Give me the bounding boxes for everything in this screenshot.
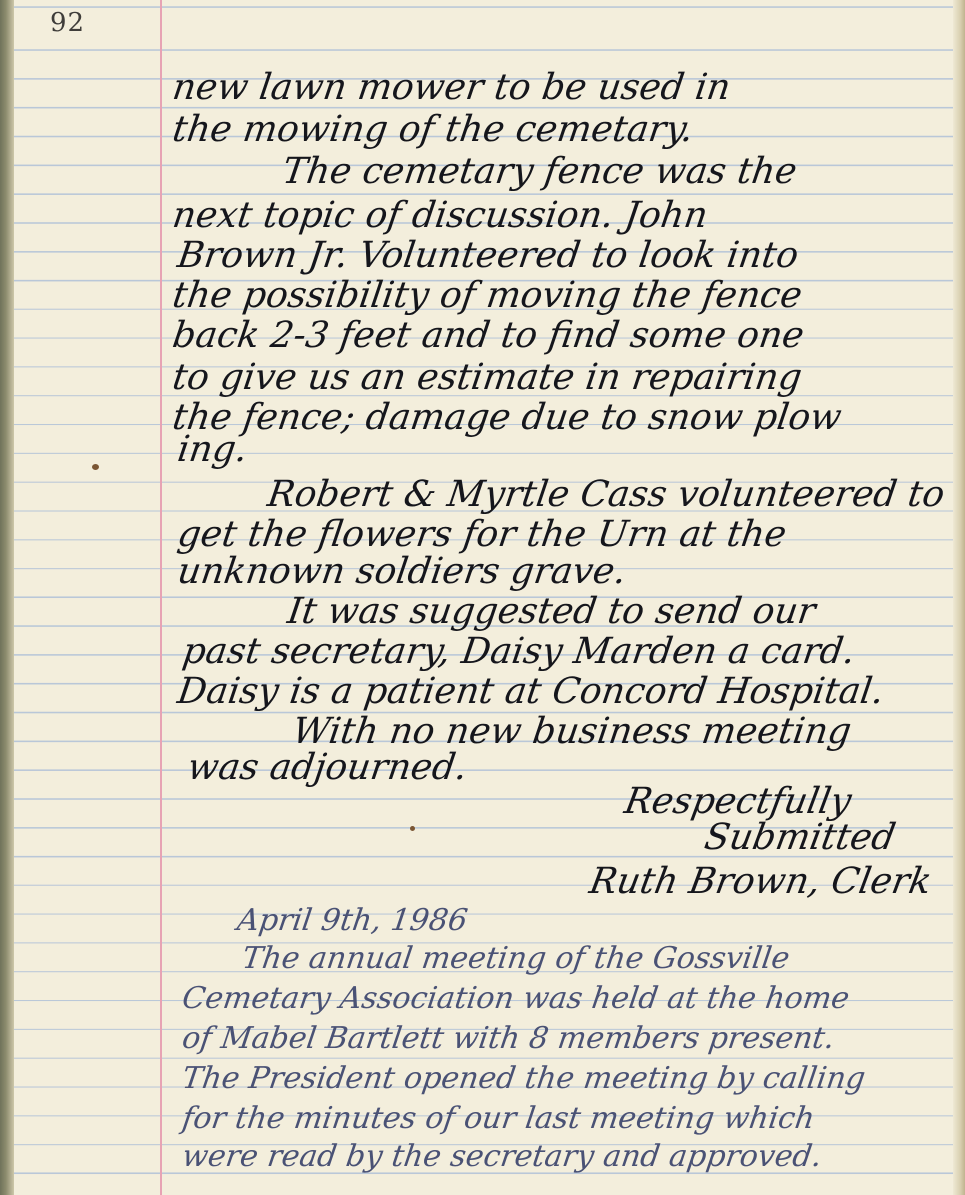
paper-speck: [410, 826, 415, 831]
page-binding: [0, 0, 14, 1195]
entry-1-line: the fence; damage due to snow plow: [170, 397, 845, 438]
signature-closing: Respectfully: [621, 781, 855, 822]
entry-2-line: were read by the secretary and approved.: [180, 1139, 824, 1174]
entry-1-line: unknown soldiers grave.: [175, 551, 629, 592]
entry-1-line: past secretary, Daisy Marden a card.: [180, 631, 858, 672]
page-number: 92: [50, 8, 86, 38]
margin-line: [160, 0, 162, 1195]
entry-2-line: The President opened the meeting by calling: [180, 1061, 868, 1096]
entry-1-line: Robert & Myrtle Cass volunteered to: [265, 474, 948, 515]
entry-2-line: Cemetary Association was held at the home: [180, 981, 852, 1016]
entry-1-line: the possibility of moving the fence: [170, 275, 805, 316]
entry-1-line: Daisy is a patient at Concord Hospital.: [175, 671, 887, 712]
entry-1-line: With no new business meeting: [290, 711, 854, 752]
entry-1-line: the mowing of the cemetary.: [170, 109, 696, 150]
paper-speck: [92, 464, 99, 470]
signature-closing: Submitted: [701, 817, 899, 858]
entry-1-line: The cemetary fence was the: [280, 151, 800, 192]
entry-1-line: get the flowers for the Urn at the: [175, 514, 789, 555]
entry-2-line: of Mabel Bartlett with 8 members present.: [180, 1021, 837, 1056]
entry-2-line: The annual meeting of the Gossville: [240, 941, 792, 976]
entry-1-line: was adjourned.: [185, 747, 470, 788]
entry-1-line: Brown Jr. Volunteered to look into: [175, 235, 801, 276]
entry-1-line: back 2-3 feet and to find some one: [170, 315, 807, 356]
entry-1-line: ing.: [175, 429, 250, 470]
entry-1-line: new lawn mower to be used in: [170, 67, 734, 108]
entry-1-line: to give us an estimate in repairing: [170, 357, 805, 398]
page-edge: [953, 0, 965, 1195]
entry-1-line: It was suggested to send our: [285, 591, 818, 632]
signature-name: Ruth Brown, Clerk: [586, 861, 935, 902]
entry-1-line: next topic of discussion. John: [170, 195, 711, 236]
entry-2-line: for the minutes of our last meeting which: [180, 1101, 817, 1136]
entry-2-date: April 9th, 1986: [235, 903, 470, 938]
